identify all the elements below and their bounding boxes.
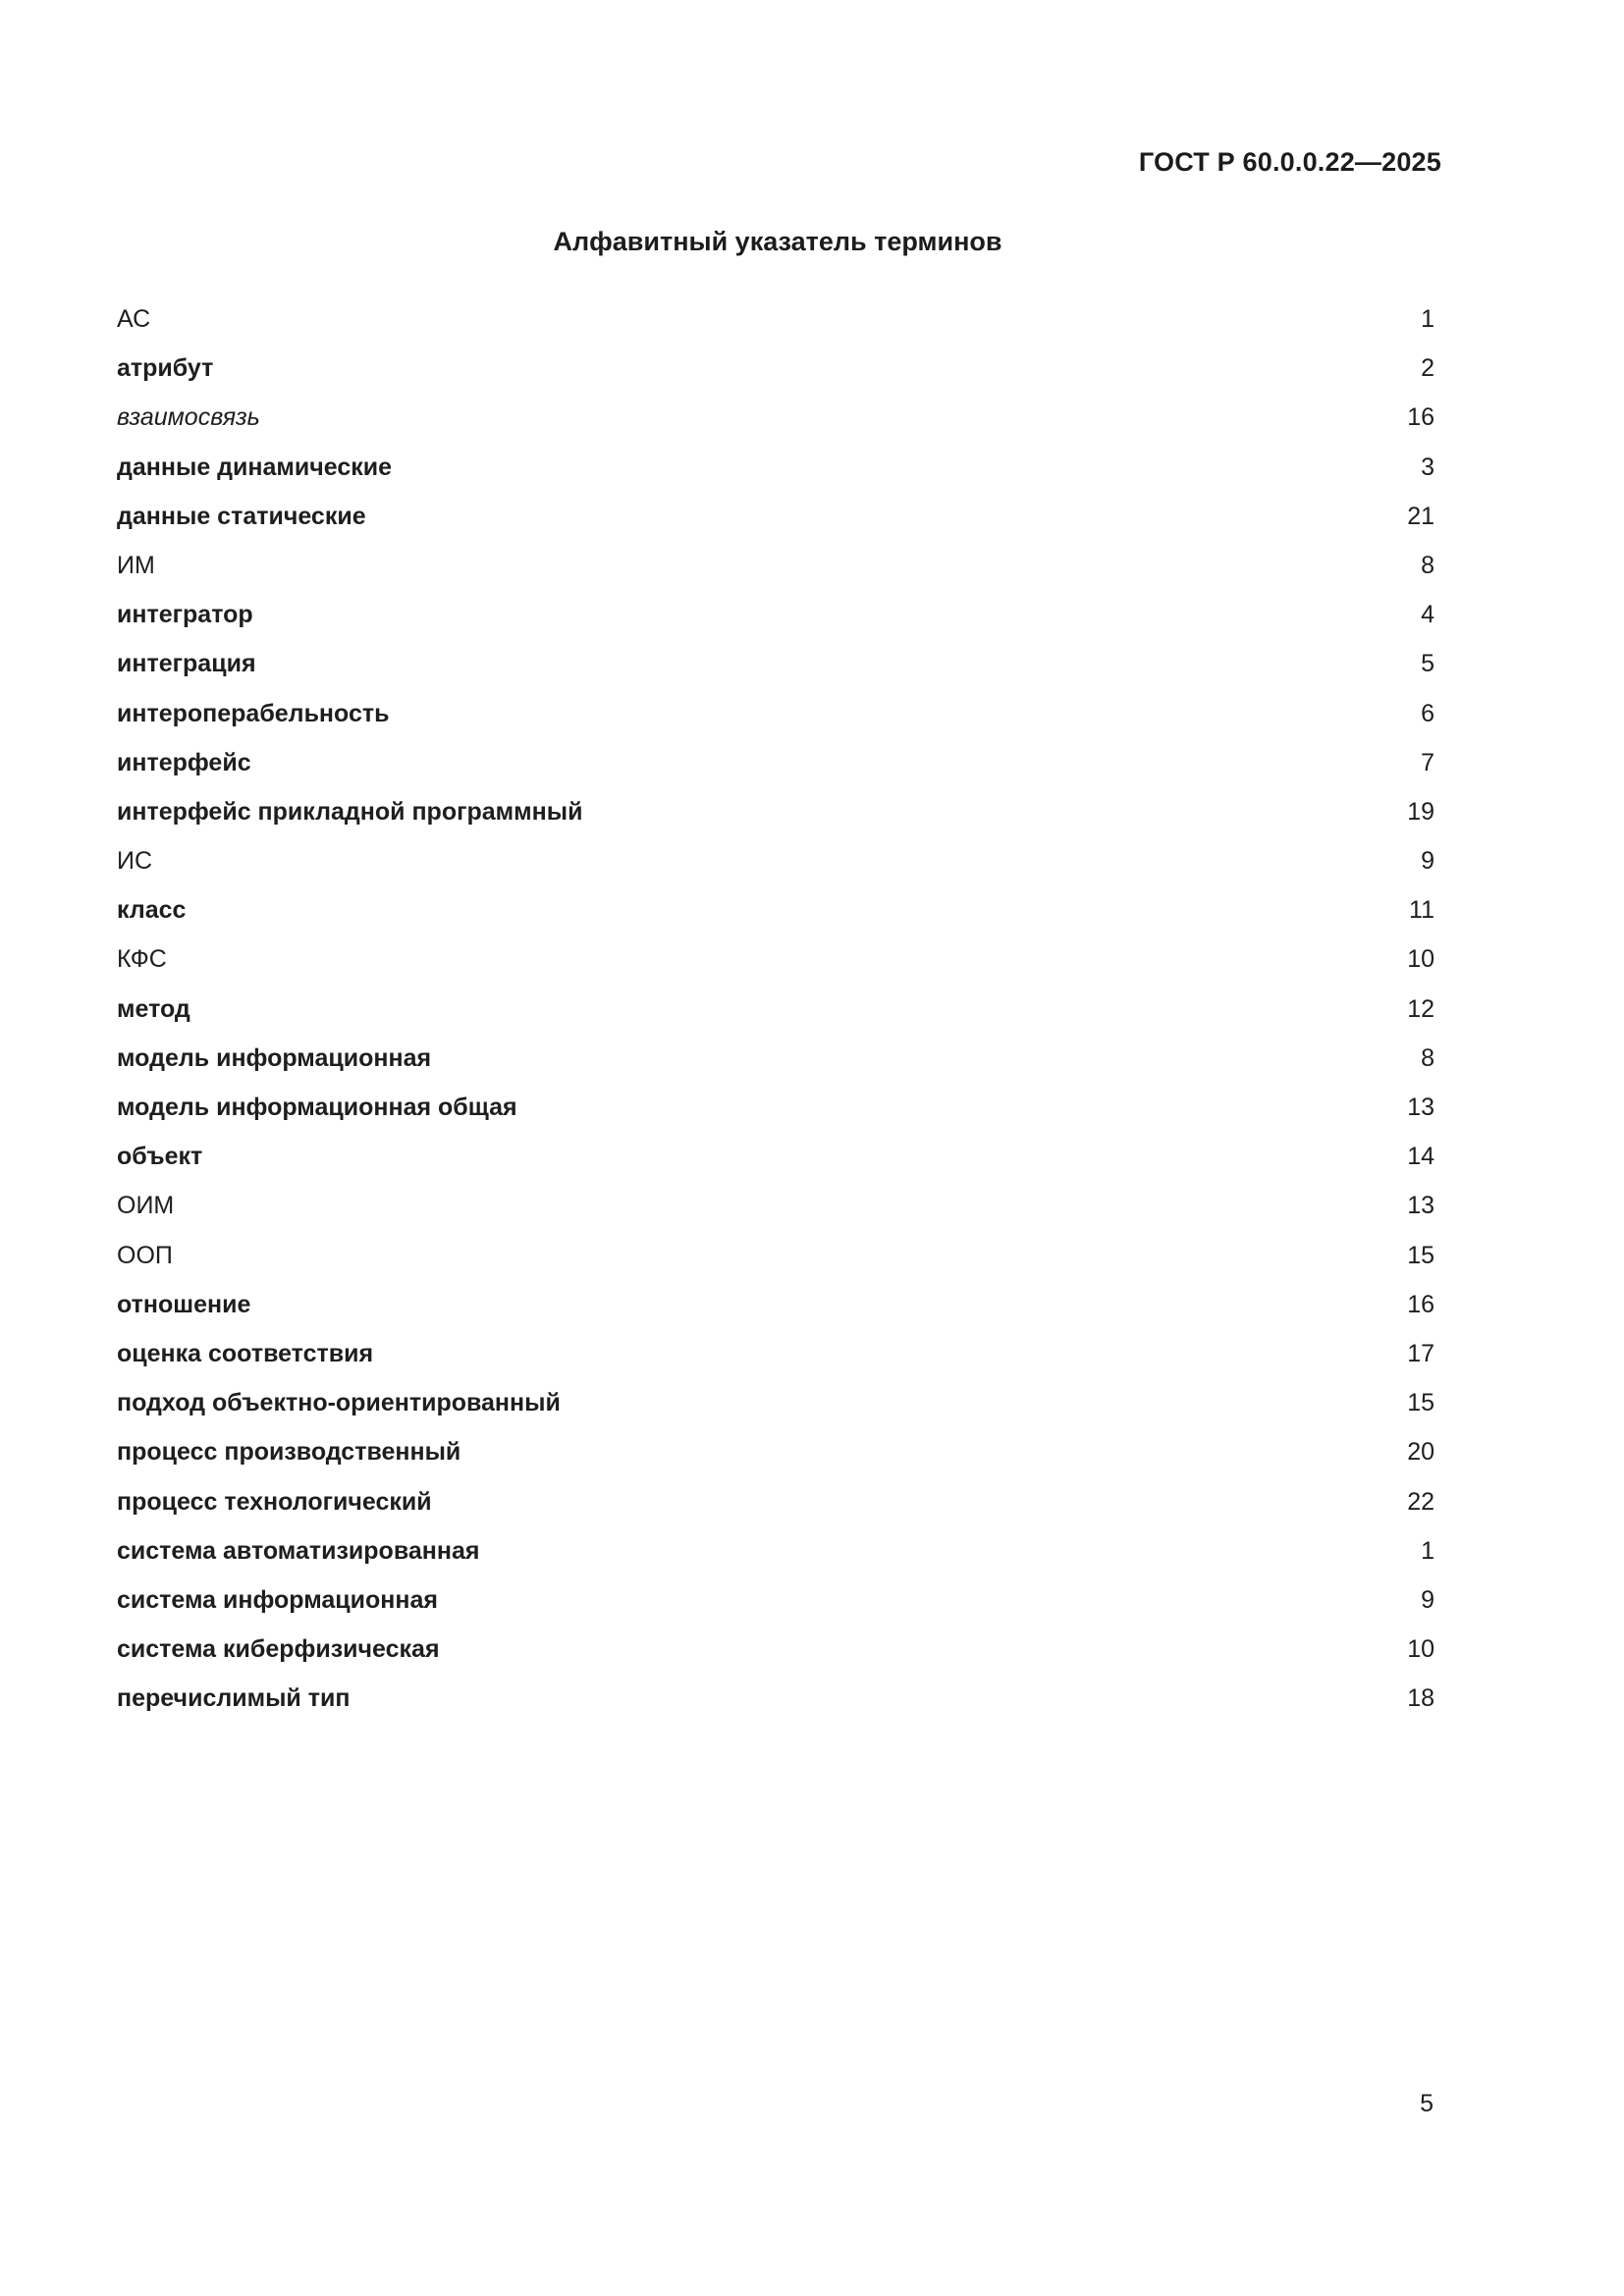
index-term: данные статические: [117, 502, 366, 530]
index-term-number: 6: [1421, 699, 1435, 727]
index-term: ООП: [117, 1241, 173, 1269]
index-term: интерфейс: [117, 748, 251, 776]
index-term: интерфейс прикладной программный: [117, 797, 583, 826]
index-entry: [117, 1042, 1435, 1092]
index-term-number: 10: [1407, 1635, 1435, 1664]
index-term-number: 13: [1407, 1094, 1435, 1121]
index-term-number: 22: [1407, 1487, 1435, 1516]
term-index-list: [117, 303, 1435, 1732]
index-term-number: 9: [1421, 1585, 1435, 1614]
index-term: подход объектно-ориентированный: [117, 1389, 561, 1417]
index-entry: [117, 993, 1435, 1042]
index-term: класс: [117, 896, 187, 925]
index-term-number: 4: [1421, 601, 1435, 629]
index-entry: [117, 894, 1435, 943]
index-term: система информационная: [117, 1585, 439, 1614]
index-term-number: 13: [1407, 1192, 1435, 1220]
index-term-number: 1: [1421, 305, 1435, 333]
index-term-number: 3: [1421, 453, 1435, 481]
index-term-number: 12: [1407, 994, 1435, 1023]
index-entry: [117, 1387, 1435, 1436]
index-term-number: 8: [1421, 551, 1435, 579]
index-term-number: 16: [1407, 403, 1435, 432]
index-entry: [117, 698, 1435, 747]
index-entry: [117, 401, 1435, 451]
index-term: объект: [117, 1143, 203, 1171]
index-entry: [117, 845, 1435, 894]
index-term-number: 17: [1407, 1339, 1435, 1367]
index-entry: [117, 303, 1435, 352]
index-term-number: 15: [1407, 1241, 1435, 1269]
page-title: Алфавитный указатель терминов: [553, 227, 1002, 256]
index-term: модель информационная: [117, 1043, 432, 1072]
index-entry: [117, 1141, 1435, 1190]
index-entry: [117, 1486, 1435, 1535]
index-entry: [117, 352, 1435, 401]
index-entry: [117, 648, 1435, 697]
index-term-number: 9: [1421, 847, 1435, 876]
index-term-number: 11: [1409, 896, 1435, 925]
index-term: ИМ: [117, 551, 155, 579]
index-term-number: 14: [1407, 1143, 1435, 1171]
index-term: КФС: [117, 945, 167, 974]
index-term: интеграция: [117, 650, 256, 678]
index-entry: [117, 747, 1435, 796]
index-term-number: 15: [1407, 1389, 1435, 1417]
index-entry: [117, 550, 1435, 599]
index-term-number: 18: [1407, 1684, 1435, 1713]
index-term: интегратор: [117, 601, 253, 629]
index-entry: [117, 1682, 1435, 1732]
index-term: отношение: [117, 1290, 251, 1318]
index-entry: [117, 1633, 1435, 1682]
index-entry: [117, 1092, 1435, 1141]
index-term: перечислимый тип: [117, 1684, 351, 1713]
index-entry: [117, 501, 1435, 550]
index-entry: [117, 599, 1435, 648]
index-term: процесс технологический: [117, 1487, 432, 1516]
index-term-number: 5: [1421, 650, 1435, 678]
index-entry: [117, 1240, 1435, 1289]
index-entry: [117, 1535, 1435, 1584]
index-term: АС: [117, 305, 151, 333]
index-term: ИС: [117, 847, 153, 876]
index-term: модель информационная общая: [117, 1094, 517, 1121]
index-term: атрибут: [117, 354, 214, 383]
index-term-number: 7: [1421, 748, 1435, 776]
index-entry: [117, 1289, 1435, 1338]
index-term-number: 16: [1407, 1290, 1435, 1318]
document-code: ГОСТ Р 60.0.0.22—2025: [1138, 147, 1441, 177]
index-term: система киберфизическая: [117, 1635, 440, 1664]
index-term-number: 20: [1407, 1438, 1435, 1467]
index-term: взаимосвязь: [117, 403, 260, 432]
index-term: интероперабельность: [117, 699, 390, 727]
index-entry: [117, 1584, 1435, 1633]
index-term-number: 1: [1421, 1536, 1435, 1565]
index-term: ОИМ: [117, 1192, 175, 1220]
page-number: 5: [1420, 2090, 1434, 2117]
index-entry: [117, 1338, 1435, 1387]
index-term: оценка соответствия: [117, 1339, 374, 1367]
index-entry: [117, 943, 1435, 992]
index-term: система автоматизированная: [117, 1536, 480, 1565]
index-term-number: 8: [1421, 1043, 1435, 1072]
index-term-number: 2: [1421, 354, 1435, 383]
index-term-number: 10: [1407, 945, 1435, 974]
index-term-number: 19: [1407, 797, 1435, 826]
index-term: метод: [117, 994, 190, 1023]
index-entry: [117, 1436, 1435, 1485]
index-term: процесс производственный: [117, 1438, 461, 1467]
index-entry: [117, 452, 1435, 501]
index-term: данные динамические: [117, 453, 393, 481]
index-entry: [117, 796, 1435, 845]
index-term-number: 21: [1407, 502, 1435, 530]
index-entry: [117, 1190, 1435, 1239]
